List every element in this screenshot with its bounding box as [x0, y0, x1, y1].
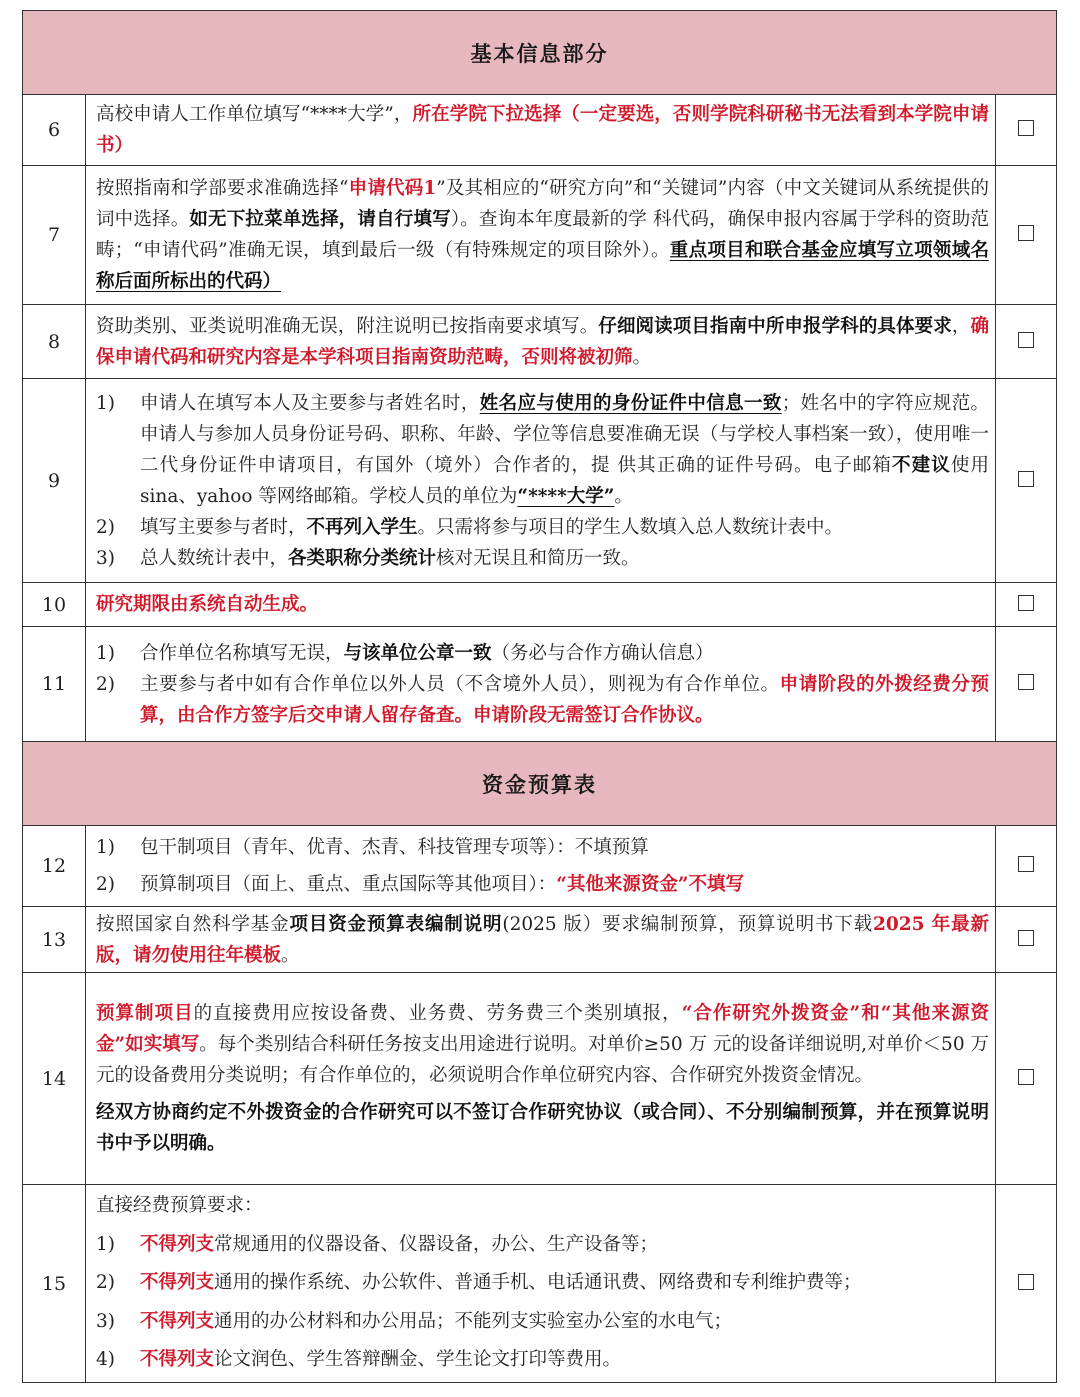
row-number: 15: [23, 1185, 86, 1383]
highlight-text: “其他来源资金”不填写: [556, 874, 745, 895]
underlined-bold-text: 姓名应与使用的身份证件中信息一致: [479, 392, 782, 414]
highlight-text: 确保申请代码和研究内容是本学科项目指南资助范畴，否则将被初筛: [96, 315, 989, 368]
highlight-text: 所在学院下拉选择（一定要选，否则学院科研秘书无法看到本学院申请书）: [96, 104, 989, 156]
row-content: [86, 379, 996, 583]
row-number: 8: [23, 305, 86, 379]
row-number: 14: [23, 973, 86, 1185]
list-item: 1) 包干制项目（青年、优青、杰青、科技管理专项等）：不填预算: [96, 837, 649, 858]
checklist-sheet: [22, 10, 1056, 1383]
list-item: 3) 总人数统计表中，各类职称分类统计核对无误且和简历一致。: [96, 547, 640, 569]
bold-text: 仔细阅读项目指南中所申报学科的具体要求: [598, 315, 952, 337]
checkbox[interactable]: [1018, 120, 1034, 136]
row-number: 7: [23, 166, 86, 305]
bold-text: 与该单位公章一致: [343, 642, 492, 664]
row-content: [86, 95, 996, 166]
checkbox[interactable]: [1018, 471, 1034, 487]
text: ”及其相应的“研究方向”和“关键词”内容（中文关键词从系统提供的词中选择。: [96, 178, 989, 230]
list-item: 3) 不得列支通用的办公材料和办公用品；不能列支实验室办公室的水电气；: [96, 1310, 733, 1332]
row-content: [86, 826, 996, 907]
row-number: 11: [23, 627, 86, 742]
highlight-text: “合作研究外拨资金”和“其他来源资金”如实填写: [96, 1003, 989, 1055]
list-item: 2) 不得列支通用的操作系统、办公软件、普通手机、电话通讯费、网络费和专利维护费等；: [96, 1272, 862, 1294]
text: ，: [951, 315, 971, 337]
section-title-basic: 基本信息部分: [23, 11, 1057, 95]
section-header-budget: [23, 742, 1057, 826]
highlight-text: 不得列支: [140, 1310, 215, 1332]
table-row: [23, 379, 1057, 583]
bold-text: 不再列入学生: [306, 516, 418, 538]
bold-text: 各类职称分类统计: [288, 547, 437, 569]
checkbox[interactable]: [1018, 225, 1034, 241]
list-item: 1) 申请人在填写本人及主要参与者姓名时，姓名应与使用的身份证件中信息一致；姓名中的字符应规范。申请人与参加人员身份证号码、职称、年龄、学位等信息要准确无误（与学校人事档案一致），使用唯一二代身份证件申请项目，有国外（境外）合作者的，提 供其正确的证件号码。电子邮箱不建议使用 sina、yahoo 等网络邮箱。学校人员的单位为“****大学”。: [96, 392, 989, 507]
highlight-text: 预算制项目: [96, 1003, 194, 1024]
checkbox[interactable]: [1018, 1069, 1034, 1085]
checkbox[interactable]: [1018, 856, 1034, 872]
paragraph: 预算制项目的直接费用应按设备费、业务费、劳务费三个类别填报，“合作研究外拨资金”和“其他来源资金”如实填写。每个类别结合科研任务按支出用途进行说明。对单价≥50 万 元的设备详细说明,对单价＜50 万元的设备费用分类说明；有合作单位的，必须说明合作单位研究内容、合作研究外拨资金情况。: [96, 1003, 989, 1086]
bold-text: 如无下拉菜单选择，请自行填写: [189, 209, 451, 230]
row-number: 13: [23, 907, 86, 973]
underlined-bold-text: “****大学”: [517, 485, 615, 507]
highlight-text: 不得列支: [140, 1272, 215, 1294]
highlight-text: 不得列支: [140, 1349, 215, 1371]
row-number: 10: [23, 583, 86, 627]
row-number: 6: [23, 95, 86, 166]
bold-paragraph: 经双方协商约定不外拨资金的合作研究可以不签订合作研究协议（或合同）、不分别编制预算，并在预算说明书中予以明确。: [96, 1102, 989, 1154]
row-content: [86, 166, 996, 305]
row-number: 9: [23, 379, 86, 583]
underlined-bold-text: 重点项目和联合基金应填写立项领域名称后面所标出的代码）: [96, 240, 989, 292]
row-content: [86, 627, 996, 742]
highlight-text: 申请阶段的外拨经费分预算，由合作方签字后交申请人留存备查。申请阶段无需签订合作协议。: [140, 673, 989, 726]
list-item: 1) 不得列支常规通用的仪器设备、仪器设备，办公、生产设备等；: [96, 1233, 659, 1255]
bold-text: 项目资金预算表编制说明: [289, 913, 503, 935]
table-row: [23, 973, 1057, 1185]
row-content: [86, 583, 996, 627]
row-content: [86, 1185, 996, 1383]
table-row: [23, 166, 1057, 305]
text: 。: [632, 346, 652, 368]
highlight-text: 申请代码1: [348, 178, 437, 199]
checkbox[interactable]: [1018, 674, 1034, 690]
text: ）。查询本年度最新的学 科代码，确保申报内容属于学科的资助范畴；“申请代码”准确无误，填到最后一级（有特殊规定的项目除外）。: [96, 209, 989, 261]
list-item: 2) 主要参与者中如有合作单位以外人员（不含境外人员），则视为有合作单位。申请阶段的外拨经费分预算，由合作方签字后交申请人留存备查。申请阶段无需签订合作协议。: [96, 673, 989, 726]
row-number: 12: [23, 826, 86, 907]
row-content: [86, 305, 996, 379]
table-row: [23, 305, 1057, 379]
table-row: [23, 907, 1057, 973]
row-content: [86, 973, 996, 1185]
highlight-text: 研究期限由系统自动生成。: [96, 594, 319, 615]
highlight-text: 不得列支: [140, 1233, 215, 1255]
text: 高校申请人工作单位填写“****大学”，: [96, 104, 413, 125]
table-row: [23, 583, 1057, 627]
bold-text: 不建议: [892, 454, 951, 476]
checkbox[interactable]: [1018, 930, 1034, 946]
table-row: [23, 627, 1057, 742]
list-item: 2) 预算制项目（面上、重点、重点国际等其他项目）：“其他来源资金”不填写: [96, 874, 745, 895]
checkbox[interactable]: [1018, 332, 1034, 348]
table-row: [23, 95, 1057, 166]
checklist-table: [22, 10, 1057, 1383]
table-row: [23, 826, 1057, 907]
text: 按照指南和学部要求准确选择“: [96, 178, 349, 199]
list-item: 1) 合作单位名称填写无误，与该单位公章一致（务必与合作方确认信息）: [96, 642, 714, 664]
highlight-text: 2025 年最新版，请勿使用往年模板: [96, 913, 989, 966]
list-intro: 直接经费预算要求：: [96, 1195, 263, 1217]
checkbox[interactable]: [1018, 1274, 1034, 1290]
section-header-basic: [23, 11, 1057, 95]
checkbox[interactable]: [1018, 595, 1034, 611]
text: 资助类别、亚类说明准确无误，附注说明已按指南要求填写。: [96, 315, 599, 337]
row-content: 按照国家自然科学基金项目资金预算表编制说明(2025 版）要求编制预算，预算说明书下载2025 年最新版，请勿使用往年模板。: [86, 907, 996, 973]
section-title-budget: 资金预算表: [23, 742, 1057, 826]
list-item: 2) 填写主要参与者时，不再列入学生。只需将参与项目的学生人数填入总人数统计表中。: [96, 516, 844, 538]
table-row: [23, 1185, 1057, 1383]
list-item: 4) 不得列支论文润色、学生答辩酬金、学生论文打印等费用。: [96, 1349, 622, 1371]
